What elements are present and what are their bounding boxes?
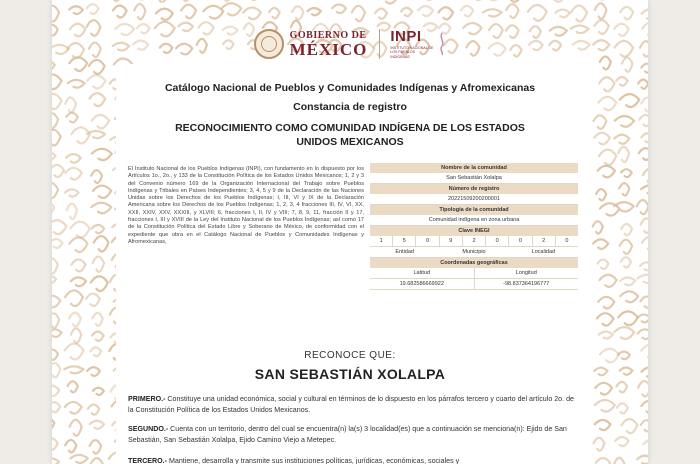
constancia-title: Constancia de registro xyxy=(293,101,407,113)
document-header xyxy=(52,22,648,66)
inpi-mark-icon xyxy=(438,32,446,56)
pattern-swirl xyxy=(595,3,607,19)
pattern-swirl xyxy=(638,381,648,396)
pattern-swirl xyxy=(92,149,112,160)
nombre-label: Nombre de la comunidad xyxy=(370,163,578,173)
pattern-swirl xyxy=(92,332,103,341)
longitud-label: Longitud xyxy=(515,270,537,276)
inegi-digits-row xyxy=(370,236,578,247)
paragraph-segundo xyxy=(128,424,574,445)
inegi-part-municipio: Municipio xyxy=(462,249,486,255)
coords-label: Coordenadas geográficas xyxy=(370,258,578,268)
pattern-swirl xyxy=(352,6,365,21)
pattern-swirl xyxy=(614,135,629,144)
pattern-swirl xyxy=(90,421,104,429)
coords-values-row xyxy=(370,279,578,290)
pattern-swirl xyxy=(221,0,232,1)
coords-labels-row xyxy=(370,268,578,279)
pattern-swirl xyxy=(52,113,58,128)
pattern-swirl xyxy=(615,116,634,127)
pattern-swirl xyxy=(88,404,99,414)
pattern-swirl xyxy=(597,313,614,325)
pattern-swirl xyxy=(52,6,59,22)
pattern-swirl xyxy=(637,456,648,464)
longitud-value: -98.837364196777 xyxy=(503,281,550,287)
pattern-swirl xyxy=(66,154,80,163)
inegi-part-entidad: Entidad xyxy=(395,249,414,255)
pattern-swirl xyxy=(620,240,632,254)
pattern-swirl xyxy=(92,313,102,326)
pattern-swirl xyxy=(68,381,78,392)
inegi-digit: 0 xyxy=(486,236,509,246)
pattern-swirl xyxy=(620,7,633,19)
pattern-swirl xyxy=(643,439,648,451)
pattern-swirl xyxy=(52,153,55,160)
paragraph-text: Mantiene, desarrolla y transmite sus instituciones políticas, jurídicas, económicas, sociales y xyxy=(167,457,460,464)
pattern-swirl xyxy=(641,185,648,194)
pattern-swirl xyxy=(615,437,628,446)
pattern-swirl xyxy=(134,4,145,19)
pattern-swirl xyxy=(619,183,629,195)
pattern-swirl xyxy=(641,133,648,142)
pattern-swirl xyxy=(113,5,127,17)
pattern-swirl xyxy=(375,9,387,19)
pattern-swirl xyxy=(638,329,648,339)
pattern-swirl xyxy=(556,9,570,17)
pattern-swirl xyxy=(94,236,109,251)
pattern-swirl xyxy=(269,8,280,18)
paragraph-text: Cuenta con un territorio, dentro del cual se encuentra(n) la(s) 3 localidad(es) que a continuación se menciona(n): Ejido de San Sebastián, San Sebastián Xolalpa, Ejido Camino Viejo a Metepec. xyxy=(128,425,567,444)
nombre-value: San Sebastián Xolalpa xyxy=(370,173,578,184)
pattern-swirl xyxy=(528,5,547,21)
pattern-swirl xyxy=(640,262,648,270)
pattern-swirl xyxy=(179,0,191,1)
pattern-swirl xyxy=(616,382,627,392)
pattern-swirl xyxy=(614,327,634,339)
pattern-swirl xyxy=(461,6,473,17)
pattern-swirl xyxy=(594,133,609,145)
pattern-swirl xyxy=(614,458,624,464)
pattern-swirl xyxy=(52,418,54,429)
pattern-swirl xyxy=(621,169,632,177)
paragraph-lead: SEGUNDO.- xyxy=(128,425,169,433)
pattern-swirl xyxy=(621,419,637,433)
catalog-title: Catálogo Nacional de Pueblos y Comunidades Indígenas y Afromexicanas xyxy=(164,82,536,94)
inpi-logo xyxy=(390,29,434,59)
pattern-swirl xyxy=(571,5,587,21)
latitud-label: Latitud xyxy=(370,268,475,278)
pattern-swirl xyxy=(93,186,111,198)
pattern-swirl xyxy=(66,113,77,123)
inegi-parts-row xyxy=(370,247,578,258)
tipologia-label: Tipología de la comunidad xyxy=(370,205,578,215)
pattern-swirl xyxy=(639,115,648,126)
pattern-swirl xyxy=(599,149,616,165)
pattern-swirl xyxy=(332,4,346,13)
inegi-digit: 2 xyxy=(463,236,486,246)
paragraph-lead: PRIMERO.- xyxy=(128,395,166,403)
registro-value: 20221509200200001 xyxy=(370,194,578,205)
pattern-swirl xyxy=(52,329,62,337)
tipologia-value: Comunidad indígena en zona urbana xyxy=(370,215,578,226)
pattern-swirl xyxy=(598,297,614,308)
pattern-swirl xyxy=(52,165,64,177)
pattern-swirl xyxy=(90,440,102,453)
pattern-swirl xyxy=(91,458,103,464)
pattern-swirl xyxy=(594,438,605,451)
pattern-swirl xyxy=(92,115,109,128)
paragraph-lead: TERCERO.- xyxy=(128,457,168,464)
pattern-swirl xyxy=(593,115,606,129)
pattern-swirl xyxy=(637,275,648,283)
pattern-swirl xyxy=(52,386,59,396)
pattern-swirl xyxy=(71,127,89,143)
registro-label: Número de registro xyxy=(370,184,578,194)
pattern-swirl xyxy=(505,0,522,2)
pattern-swirl xyxy=(65,168,82,180)
pattern-swirl xyxy=(70,455,87,463)
pattern-swirl xyxy=(639,148,648,160)
inegi-digit: 0 xyxy=(565,238,569,244)
pattern-swirl xyxy=(595,383,612,395)
pattern-swirl xyxy=(401,8,412,17)
pattern-swirl xyxy=(380,0,399,4)
paragraph-tercero xyxy=(128,456,574,464)
inegi-digit: 2 xyxy=(533,236,556,246)
pattern-swirl xyxy=(91,203,111,213)
pattern-swirl xyxy=(71,259,85,271)
pattern-swirl xyxy=(87,4,99,14)
pattern-swirl xyxy=(52,402,60,412)
pattern-swirl xyxy=(621,224,632,235)
pattern-swirl xyxy=(642,9,648,19)
gobierno-top-text: GOBIERNO DE xyxy=(289,29,367,41)
pattern-swirl xyxy=(67,204,77,219)
inpi-subtitle: INSTITUTO NACIONAL DE LOS PUEBLOS INDÍGENAS xyxy=(390,46,434,59)
pattern-swirl xyxy=(596,458,610,464)
pattern-swirl xyxy=(110,0,122,1)
pattern-swirl xyxy=(620,278,635,286)
community-name-heading: SAN SEBASTIÁN XOLALPA xyxy=(254,366,446,382)
pattern-swirl xyxy=(548,0,566,2)
pattern-swirl xyxy=(65,402,82,414)
pattern-swirl xyxy=(91,170,102,183)
pattern-swirl xyxy=(52,296,60,308)
pattern-swirl xyxy=(643,169,648,183)
pattern-swirl xyxy=(52,276,56,284)
pattern-swirl xyxy=(156,9,173,20)
inegi-digit: 0 xyxy=(509,236,532,246)
paragraph-primero xyxy=(128,394,574,415)
pattern-swirl xyxy=(438,7,453,19)
header-divider xyxy=(379,29,380,59)
pattern-swirl xyxy=(65,440,76,452)
pattern-swirl xyxy=(620,291,638,302)
national-seal-icon xyxy=(254,29,284,59)
pattern-swirl xyxy=(52,458,59,464)
pattern-swirl xyxy=(222,3,242,15)
pattern-swirl xyxy=(203,6,223,19)
document-page xyxy=(52,0,648,464)
pattern-swirl xyxy=(52,438,58,450)
pattern-swirl xyxy=(52,313,59,327)
pattern-swirl xyxy=(52,258,58,273)
pattern-swirl xyxy=(181,5,196,19)
pattern-swirl xyxy=(641,218,648,233)
pattern-swirl xyxy=(308,8,321,15)
pattern-swirl xyxy=(69,6,83,14)
pattern-swirl xyxy=(483,9,502,16)
pattern-swirl xyxy=(65,189,78,196)
latitud-value: 19.682586669922 xyxy=(370,279,475,289)
pattern-swirl xyxy=(71,277,86,286)
pattern-swirl xyxy=(506,4,518,18)
pattern-swirl xyxy=(70,420,82,436)
pattern-swirl xyxy=(596,189,606,200)
pattern-swirl xyxy=(600,275,617,287)
paragraph-text: Constituye una unidad económica, social y cultural en términos de lo dispuesto en los párrafos tercero y cuarto del artículo 2o. de la Constitución Política de los Estados Unidos Mexicanos. xyxy=(128,395,574,414)
pattern-swirl xyxy=(93,256,104,271)
pattern-swirl xyxy=(621,257,631,267)
pattern-swirl xyxy=(618,311,637,325)
inpi-wordmark: INPI xyxy=(390,28,422,46)
pattern-swirl xyxy=(52,130,61,146)
pattern-swirl xyxy=(71,328,81,343)
pattern-swirl xyxy=(637,200,648,214)
pattern-swirl xyxy=(292,6,304,19)
pattern-swirl xyxy=(595,420,611,430)
pattern-swirl xyxy=(243,7,261,19)
pattern-swirl xyxy=(52,239,62,248)
pattern-swirl xyxy=(641,401,648,413)
pattern-swirl xyxy=(52,183,58,198)
pattern-swirl xyxy=(640,297,648,308)
inegi-label: Clave INEGI xyxy=(370,226,578,236)
legal-basis-text: El Instituto Nacional de los Pueblos Indígenas (INPI), con fundamento en lo dispuesto por los Artículos 1o., 2o., y 133 de la Constitución Política de los Estados Unidos Mexicanos; 1, 2 y 3 del Convenio número 169 de la Organización Internacional del Trabajo sobre Pueblos Indígenas y Tribales en Países Independientes; 3, 4, 5 y 9 de la Declaración de las Naciones Unidas sobre los Derechos de los Pueblos Indígenas; I, III, VI y IX de la Declaración Americana sobre los Derechos de los Pueblos Indígenas; 1, 2, 3, 4 fracciones III, IV, VI, XX, XXII, XXIV, XXV, XXXIII, y XLVIII; 6, fracciones I, II, IV y VIII; 7, 8, 9, 11, fracción II y 17, fracciones I, III y XVIII de la Ley del Instituto Nacional de los Pueblos Indígenas; así como 17 de la Constitución Política del Estado Libre y Soberano de México, de conformidad con el expediente que obra en el Catálogo Nacional de Pueblos y Comunidades Indígenas y Afromexicanas, xyxy=(128,166,364,245)
pattern-swirl xyxy=(91,276,108,291)
pattern-swirl xyxy=(86,294,100,306)
pattern-swirl xyxy=(69,237,87,252)
pattern-swirl xyxy=(65,290,83,306)
pattern-swirl xyxy=(641,420,648,431)
pattern-swirl xyxy=(156,0,168,2)
pattern-swirl xyxy=(642,237,648,251)
pattern-swirl xyxy=(69,313,81,327)
pattern-swirl xyxy=(595,400,615,412)
inegi-part-localidad: Localidad xyxy=(531,249,556,255)
pattern-swirl xyxy=(93,388,104,395)
pattern-swirl xyxy=(92,225,104,233)
pattern-swirl xyxy=(618,147,629,162)
pattern-swirl xyxy=(52,220,66,234)
inegi-digit: 1 xyxy=(370,236,393,246)
pattern-swirl xyxy=(638,314,648,322)
pattern-swirl xyxy=(593,221,603,233)
pattern-swirl xyxy=(418,6,433,16)
pattern-swirl xyxy=(70,222,89,238)
pattern-swirl xyxy=(52,202,54,214)
pattern-swirl xyxy=(593,239,608,248)
reconoce-heading: RECONOCE QUE: xyxy=(304,350,396,361)
inegi-digit: 5 xyxy=(393,236,416,246)
gobierno-logo xyxy=(290,31,368,58)
community-info-table xyxy=(370,163,578,290)
pattern-swirl xyxy=(599,332,613,339)
gobierno-main-text: MÉXICO xyxy=(289,39,368,59)
pattern-swirl xyxy=(617,403,628,413)
inegi-digit: 0 xyxy=(416,236,439,246)
pattern-swirl xyxy=(598,259,609,269)
inegi-digit: 9 xyxy=(440,236,463,246)
pattern-swirl xyxy=(598,166,615,178)
reconocimiento-title: RECONOCIMIENTO COMO COMUNIDAD INDÍGENA DE LOS ESTADOS UNIDOS MEXICANOS xyxy=(175,122,525,148)
